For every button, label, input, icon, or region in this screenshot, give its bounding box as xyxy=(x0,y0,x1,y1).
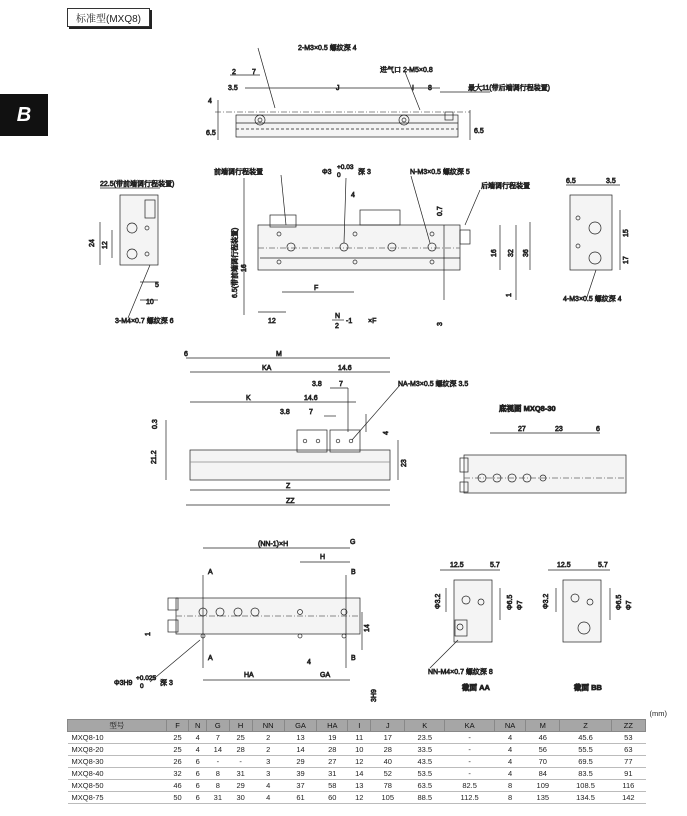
table-cell: 60 xyxy=(317,792,348,804)
table-cell: 116 xyxy=(611,780,645,792)
table-row xyxy=(68,732,646,744)
right-end-view xyxy=(566,185,620,300)
table-cell: 84 xyxy=(526,768,560,780)
table-cell: 52 xyxy=(371,768,405,780)
top-port-callout: 进气口 2-M5×0.8 xyxy=(380,67,433,74)
table-header-cell: J xyxy=(371,720,405,732)
table-cell: MXQ8-30 xyxy=(68,756,167,768)
table-cell: 40 xyxy=(371,756,405,768)
section-tab: B xyxy=(0,94,48,136)
dim-phi6-5-aa: Φ6.5 xyxy=(507,594,514,610)
left-adjust-callout: 22.5(带前端调行程装置) xyxy=(100,181,175,188)
dim-k: K xyxy=(246,395,251,402)
section-aa-label: 截面 AA xyxy=(462,683,490,692)
dim-phi6-5-bb: Φ6.5 xyxy=(616,594,623,610)
table-cell: - xyxy=(445,732,495,744)
table-header-cell: Z xyxy=(560,720,611,732)
table-cell: 26 xyxy=(166,756,189,768)
table-cell: 56 xyxy=(526,744,560,756)
dim-6-5-rv: 6.5 xyxy=(566,178,576,185)
dim-6-5: 6.5 xyxy=(206,130,216,137)
table-cell: MXQ8-50 xyxy=(68,780,167,792)
dim-3-8-a: 3.8 xyxy=(312,381,322,388)
table-row xyxy=(68,756,646,768)
table-cell: 105 xyxy=(371,792,405,804)
table-cell: 32 xyxy=(166,768,189,780)
table-header-cell: N xyxy=(189,720,207,732)
dim-3-5-rv: 3.5 xyxy=(606,178,616,185)
dim-36: 36 xyxy=(523,249,530,257)
table-cell: 78 xyxy=(371,780,405,792)
dim-1-lv: 1 xyxy=(145,632,152,636)
dim-3-8-b: 3.8 xyxy=(280,409,290,416)
table-cell: 82.5 xyxy=(445,780,495,792)
dim-j: J xyxy=(336,85,340,92)
dim-23-bv: 23 xyxy=(555,426,563,433)
table-cell: MXQ8-40 xyxy=(68,768,167,780)
table-cell: 108.5 xyxy=(560,780,611,792)
page-title: 标准型(MXQ8) xyxy=(67,8,150,27)
table-cell: MXQ8-10 xyxy=(68,732,167,744)
phi3-label: Φ3 xyxy=(322,169,332,176)
dim-4-lv: 4 xyxy=(307,659,311,666)
table-cell: 134.5 xyxy=(560,792,611,804)
table-header-cell: I xyxy=(348,720,371,732)
table-cell: - xyxy=(445,744,495,756)
table-cell: 69.5 xyxy=(560,756,611,768)
table-cell: 91 xyxy=(611,768,645,780)
table-cell: 17 xyxy=(371,732,405,744)
dim-ga: GA xyxy=(320,672,331,679)
table-cell: 6 xyxy=(189,768,207,780)
dim-phi3-2-bb: Φ3.2 xyxy=(543,593,550,609)
table-cell: 45.6 xyxy=(560,732,611,744)
table-cell: 29 xyxy=(284,756,316,768)
table-cell: 30 xyxy=(229,792,252,804)
table-header-cell: 型号 xyxy=(68,720,167,732)
nnh-label: (NN-1)×H xyxy=(258,541,289,548)
dim-14: 14 xyxy=(364,624,371,632)
section-b-top: B xyxy=(351,569,356,576)
dim-phi7-bb: Φ7 xyxy=(626,600,633,610)
table-cell: 6 xyxy=(189,792,207,804)
dim-phi3-2-aa: Φ3.2 xyxy=(435,593,442,609)
table-cell: 88.5 xyxy=(405,792,445,804)
side-vertical-note: 6.5(带前端调行程装置) xyxy=(232,227,239,298)
dim-m: M xyxy=(276,351,282,358)
dim-6-sv: 6 xyxy=(184,351,188,358)
table-cell: 19 xyxy=(317,732,348,744)
table-cell: 25 xyxy=(166,732,189,744)
table-cell: 46 xyxy=(166,780,189,792)
side-elevation-view xyxy=(166,358,400,505)
bottom-view xyxy=(460,433,626,493)
table-cell: 14 xyxy=(284,744,316,756)
table-cell: - xyxy=(206,756,229,768)
table-cell: 39 xyxy=(284,768,316,780)
table-cell: 10 xyxy=(348,744,371,756)
right-bottom-thread: 4-M3×0.5 螺纹深 4 xyxy=(563,296,622,303)
unit-label: (mm) xyxy=(649,709,667,718)
table-cell: 3 xyxy=(252,768,284,780)
table-cell: 4 xyxy=(495,732,526,744)
dim-ka: KA xyxy=(262,365,272,372)
table-header-cell: GA xyxy=(284,720,316,732)
section-a-bottom: A xyxy=(208,655,213,662)
dim-g: G xyxy=(350,539,356,546)
table-row xyxy=(68,792,646,804)
table-cell: 4 xyxy=(189,732,207,744)
dim-12-main: 12 xyxy=(268,318,276,325)
dim-ha: HA xyxy=(244,672,254,679)
dim-12-5-aa: 12.5 xyxy=(450,562,464,569)
dim-21-2: 21.2 xyxy=(151,450,158,464)
dim-1: 1 xyxy=(506,293,513,297)
table-cell: 50 xyxy=(166,792,189,804)
dim-4-sv: 4 xyxy=(383,431,390,435)
front-adjust-label: 前端调行程装置 xyxy=(214,169,263,176)
n-thread-callout: N-M3×0.5 螺纹深 5 xyxy=(410,169,470,176)
table-cell: 31 xyxy=(206,792,229,804)
dim-f: F xyxy=(314,285,319,292)
table-cell: 2 xyxy=(252,744,284,756)
table-cell: 43.5 xyxy=(405,756,445,768)
nn-thread-callout: NN-M4×0.7 螺纹深 8 xyxy=(428,669,493,676)
dim-7-b: 7 xyxy=(309,409,313,416)
dim-14-6-b: 14.6 xyxy=(304,395,318,402)
na-thread-callout: NA-M3×0.5 螺纹深 3.5 xyxy=(398,381,469,388)
table-cell: 31 xyxy=(229,768,252,780)
dim-phi7-aa: Φ7 xyxy=(517,600,524,610)
dim-16-left: 16 xyxy=(241,264,248,272)
table-header-cell: M xyxy=(526,720,560,732)
phi3-tol0: 0 xyxy=(337,172,341,179)
phi3h9-depth: 深 3 xyxy=(160,680,173,687)
table-cell: 33.5 xyxy=(405,744,445,756)
table-cell: 53.5 xyxy=(405,768,445,780)
table-cell: 23.5 xyxy=(405,732,445,744)
table-cell: 25 xyxy=(166,744,189,756)
vert-3h9: 3H9 xyxy=(371,689,378,702)
dim-5-7-aa: 5.7 xyxy=(490,562,500,569)
dim-15: 15 xyxy=(623,229,630,237)
dim-6-bv: 6 xyxy=(596,426,600,433)
table-header-cell: KA xyxy=(445,720,495,732)
nf-times-f: ×F xyxy=(368,318,377,325)
table-cell: 8 xyxy=(206,768,229,780)
table-header-cell: HA xyxy=(317,720,348,732)
table-cell: 28 xyxy=(229,744,252,756)
main-plan-view xyxy=(244,175,530,315)
table-row xyxy=(68,780,646,792)
dim-4: 4 xyxy=(208,98,212,105)
table-cell: 31 xyxy=(317,768,348,780)
table-cell: 7 xyxy=(206,732,229,744)
table-header-cell: NA xyxy=(495,720,526,732)
table-header-cell: H xyxy=(229,720,252,732)
table-cell: 4 xyxy=(252,780,284,792)
dim-12-5-bb: 12.5 xyxy=(557,562,571,569)
table-header-cell: ZZ xyxy=(611,720,645,732)
table-cell: 28 xyxy=(371,744,405,756)
rear-adjust-label: 后端调行程装置 xyxy=(481,183,530,190)
dim-32: 32 xyxy=(508,249,515,257)
table-header-row xyxy=(68,720,646,732)
table-cell: 55.5 xyxy=(560,744,611,756)
dim-0-3: 0.3 xyxy=(152,419,159,429)
table-cell: 77 xyxy=(611,756,645,768)
table-cell: 6 xyxy=(189,756,207,768)
dim-2: 2 xyxy=(232,69,236,76)
phi3-depth: 深 3 xyxy=(358,169,371,176)
table-cell: MXQ8-75 xyxy=(68,792,167,804)
dim-7-a: 7 xyxy=(339,381,343,388)
nf-n: N xyxy=(335,313,341,320)
table-cell: 28 xyxy=(317,744,348,756)
dim-5: 5 xyxy=(155,282,159,289)
table-header-cell: NN xyxy=(252,720,284,732)
dim-z: Z xyxy=(286,483,291,490)
table-cell: 46 xyxy=(526,732,560,744)
dim-3-5: 3.5 xyxy=(228,85,238,92)
lower-view xyxy=(150,548,362,682)
table-header-cell: K xyxy=(405,720,445,732)
table-cell: 6 xyxy=(189,780,207,792)
section-b-bottom: B xyxy=(351,655,356,662)
table-cell: 83.5 xyxy=(560,768,611,780)
dim-5-7-bb: 5.7 xyxy=(598,562,608,569)
table-cell: 12 xyxy=(348,792,371,804)
table-cell: 8 xyxy=(495,792,526,804)
table-cell: MXQ8-20 xyxy=(68,744,167,756)
phi3-tol: +0.03 xyxy=(337,164,354,171)
dim-zz: ZZ xyxy=(286,498,295,505)
table-cell: 63.5 xyxy=(405,780,445,792)
table-cell: 13 xyxy=(348,780,371,792)
table-cell: - xyxy=(445,768,495,780)
table-cell: 2 xyxy=(252,732,284,744)
table-cell: 4 xyxy=(189,744,207,756)
dim-h: H xyxy=(320,554,326,561)
table-cell: 4 xyxy=(495,744,526,756)
table-cell: 3 xyxy=(252,756,284,768)
dim-16: 16 xyxy=(491,249,498,257)
table-body xyxy=(68,732,646,804)
table-cell: 63 xyxy=(611,744,645,756)
table-header-cell: G xyxy=(206,720,229,732)
table-cell: 70 xyxy=(526,756,560,768)
table-cell: 12 xyxy=(348,756,371,768)
table-cell: 58 xyxy=(317,780,348,792)
table-cell: 112.5 xyxy=(445,792,495,804)
table-cell: 27 xyxy=(317,756,348,768)
dim-7: 7 xyxy=(252,69,256,76)
table-cell: 4 xyxy=(495,768,526,780)
table-cell: 29 xyxy=(229,780,252,792)
dim-6-5-right: 6.5 xyxy=(474,128,484,135)
table-cell: 8 xyxy=(206,780,229,792)
dim-27: 27 xyxy=(518,426,526,433)
table-cell: 8 xyxy=(495,780,526,792)
table-row xyxy=(68,768,646,780)
section-aa-view xyxy=(430,570,500,668)
top-max-callout: 最大11(带后端调行程装置) xyxy=(468,85,550,92)
table-cell: 37 xyxy=(284,780,316,792)
dim-3-depth: 3 xyxy=(437,322,444,326)
table-cell: 61 xyxy=(284,792,316,804)
phi3h9-tol0: 0 xyxy=(140,683,144,690)
top-thread-callout: 2-M3×0.5 螺纹深 4 xyxy=(298,45,357,52)
section-bb-label: 截面 BB xyxy=(574,683,602,692)
table-cell: 14 xyxy=(206,744,229,756)
table-cell: 135 xyxy=(526,792,560,804)
dim-10: 10 xyxy=(146,299,154,306)
table-cell: 109 xyxy=(526,780,560,792)
dim-24: 24 xyxy=(89,239,96,247)
table-cell: - xyxy=(445,756,495,768)
table-cell: 53 xyxy=(611,732,645,744)
table-cell: 13 xyxy=(284,732,316,744)
dim-8: 8 xyxy=(428,85,432,92)
dim-12-left: 12 xyxy=(102,241,109,249)
phi3h9-tol: +0.025 xyxy=(136,675,157,682)
phi3h9-label: Φ3H9 xyxy=(114,680,133,687)
section-bb-view xyxy=(548,570,610,642)
dim-17: 17 xyxy=(623,256,630,264)
left-bottom-thread: 3-M4×0.7 螺纹深 6 xyxy=(115,318,174,325)
table-row xyxy=(68,744,646,756)
dim-14-6-a: 14.6 xyxy=(338,365,352,372)
top-view xyxy=(215,48,490,140)
table-cell: 11 xyxy=(348,732,371,744)
spec-table xyxy=(67,719,646,804)
table-header-cell: F xyxy=(166,720,189,732)
table-cell: 4 xyxy=(495,756,526,768)
table-cell: 25 xyxy=(229,732,252,744)
table-cell: 14 xyxy=(348,768,371,780)
section-a-top: A xyxy=(208,569,213,576)
table-cell: 142 xyxy=(611,792,645,804)
nf-minus-one: -1 xyxy=(346,318,353,325)
bottom-view-title: 底视图 MXQ8-30 xyxy=(499,404,556,413)
table-cell: - xyxy=(229,756,252,768)
table-cell: 4 xyxy=(252,792,284,804)
dim-4-main: 4 xyxy=(351,192,355,199)
dim-23-sv: 23 xyxy=(401,459,408,467)
dim-i: I xyxy=(412,85,414,92)
dim-0-7: 0.7 xyxy=(437,206,444,216)
nf-2: 2 xyxy=(335,323,339,330)
